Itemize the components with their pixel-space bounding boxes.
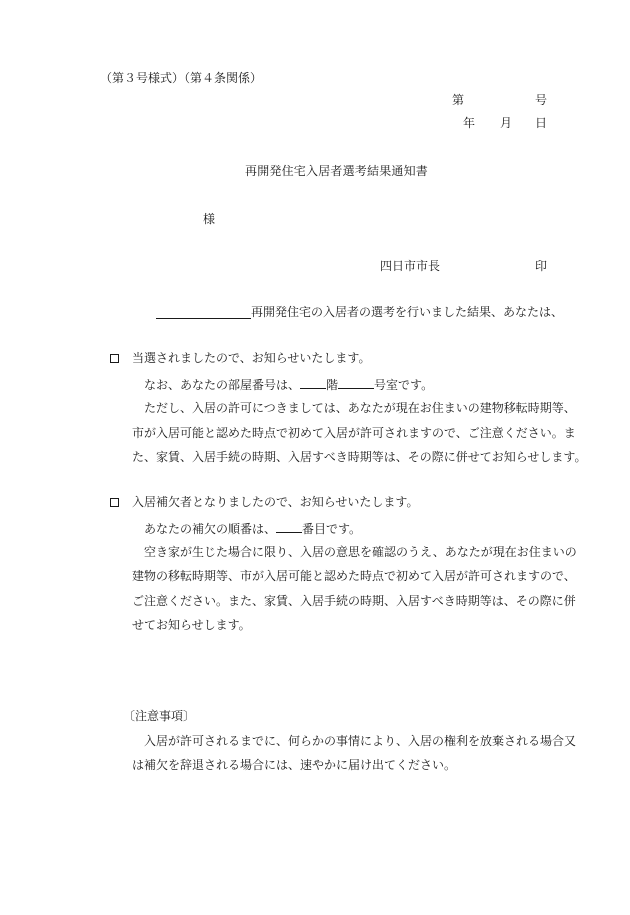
date-day-label: 日 xyxy=(535,116,548,130)
room-number-prefix: なお、あなたの部屋番号は、 xyxy=(144,378,301,392)
selected-body-line: ただし、入居の許可につきましては、あなたが現在お住まいの建物移転時期等、 xyxy=(144,401,576,415)
form-label: （第３号様式）（第４条関係） xyxy=(100,71,263,85)
recipient-honorific: 様 xyxy=(203,212,216,226)
date-year-label: 年 xyxy=(463,116,476,130)
waitlist-order-line xyxy=(144,521,361,535)
waitlist-body-line: 空き家が生じた場合に限り、入居の意思を確認のうえ、あなたが現在お住まいの xyxy=(144,545,577,559)
document-number-suffix: 号 xyxy=(535,93,548,107)
room-number-line xyxy=(144,377,433,391)
waitlist-body-line: 建物の移転時期等、市が入居可能と認めた時点で初めて入居が許可されますので、 xyxy=(132,569,576,583)
notes-header: 〔注意事項〕 xyxy=(123,709,196,723)
issuer-name: 四日市市長 xyxy=(380,259,441,273)
applicant-name-blank xyxy=(156,306,251,319)
waitlist-checkbox[interactable] xyxy=(110,498,119,507)
selected-body-line: 市が入居可能と認めた時点で初めて入居が許可されますので、ご注意ください。ま xyxy=(132,426,576,440)
room-blank xyxy=(338,377,374,389)
waitlist-order-prefix: あなたの補欠の順番は、 xyxy=(144,522,277,536)
room-unit: 号室です。 xyxy=(374,378,434,392)
waitlist-body-line: ご注意ください。また、家賃、入居手続の時期、入居すべき時期等は、その際に併 xyxy=(132,594,576,608)
selected-checkbox[interactable] xyxy=(110,354,119,363)
selected-lead: 当選されましたので、お知らせいたします。 xyxy=(132,351,371,365)
waitlist-order-blank xyxy=(276,521,302,533)
floor-unit: 階 xyxy=(326,378,339,392)
notes-line: は補欠を辞退される場合には、速やかに届け出てください。 xyxy=(132,758,457,772)
seal-mark: 印 xyxy=(535,259,548,273)
document-number-prefix: 第 xyxy=(452,93,465,107)
waitlist-body-line: せてお知らせします。 xyxy=(132,618,251,632)
intro-text: 再開発住宅の入居者の選考を行いました結果、あなたは、 xyxy=(251,305,564,319)
waitlist-lead: 入居補欠者となりましたので、お知らせいたします。 xyxy=(132,495,419,509)
notes-line: 入居が許可されるまでに、何らかの事情により、入居の権利を放棄される場合又 xyxy=(144,734,577,748)
waitlist-order-suffix: 番目です。 xyxy=(302,522,362,536)
floor-blank xyxy=(300,377,326,389)
document-title: 再開発住宅入居者選考結果通知書 xyxy=(245,164,429,178)
selected-body-line: た、家賃、入居手続の時期、入居すべき時期等は、その際に併せてお知らせします。 xyxy=(132,450,587,464)
date-month-label: 月 xyxy=(500,116,513,130)
